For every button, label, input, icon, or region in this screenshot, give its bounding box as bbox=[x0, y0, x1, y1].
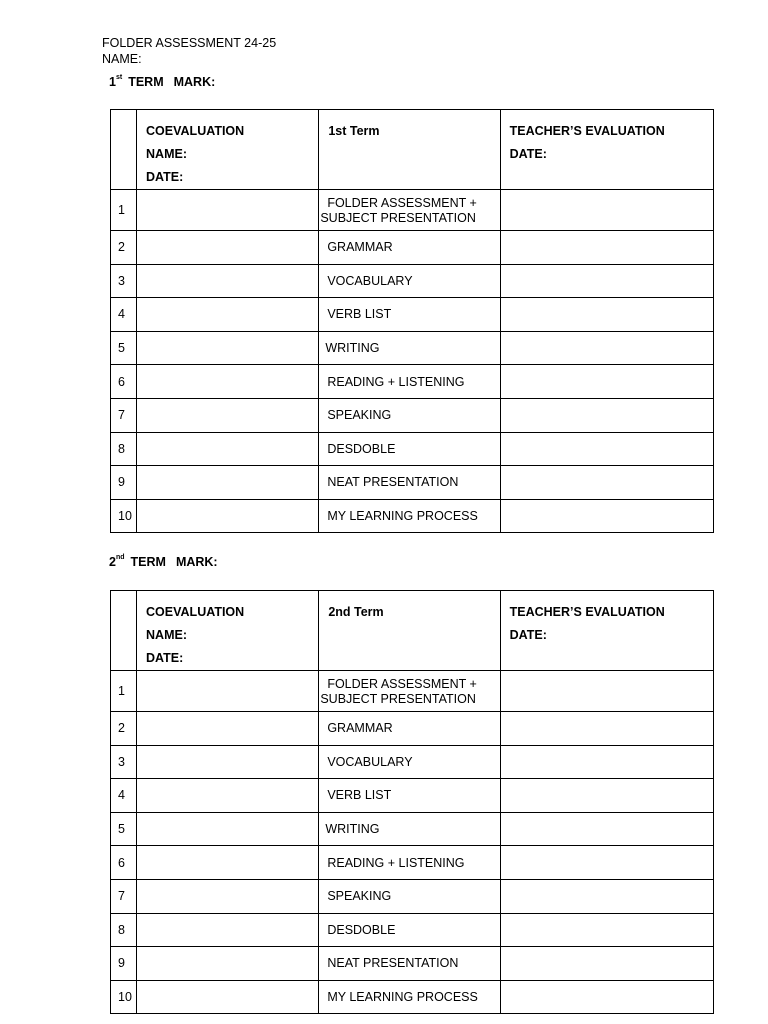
teacher-evaluation-cell[interactable] bbox=[500, 298, 713, 332]
table-row bbox=[111, 331, 714, 365]
row-number: 4 bbox=[111, 779, 137, 813]
teacher-evaluation-cell[interactable] bbox=[500, 231, 713, 265]
term-1-evaluation-table bbox=[110, 109, 714, 533]
row-number: 10 bbox=[111, 499, 137, 533]
row-number: 8 bbox=[111, 913, 137, 947]
assessment-item: DESDOBLE bbox=[319, 913, 500, 947]
term-1-mark-line bbox=[109, 74, 215, 90]
header-number-cell bbox=[111, 110, 137, 190]
assessment-item: WRITING bbox=[319, 331, 500, 365]
document-title: FOLDER ASSESSMENT 24-25 bbox=[102, 36, 277, 50]
table-header-row bbox=[111, 591, 714, 671]
assessment-item: NEAT PRESENTATION bbox=[319, 947, 500, 981]
table-row bbox=[111, 365, 714, 399]
row-number: 5 bbox=[111, 812, 137, 846]
row-number: 7 bbox=[111, 879, 137, 913]
term-word: TERM bbox=[128, 75, 164, 89]
assessment-item: SPEAKING bbox=[319, 879, 500, 913]
row-number: 6 bbox=[111, 846, 137, 880]
assessment-item: READING + LISTENING bbox=[319, 365, 500, 399]
assessment-item: VERB LIST bbox=[319, 298, 500, 332]
table-header-row bbox=[111, 110, 714, 190]
teacher-evaluation-cell[interactable] bbox=[500, 432, 713, 466]
table-row bbox=[111, 947, 714, 981]
term-2-evaluation-table bbox=[110, 590, 714, 1014]
table-row bbox=[111, 745, 714, 779]
table-row bbox=[111, 264, 714, 298]
coevaluation-cell[interactable] bbox=[137, 466, 319, 500]
assessment-item bbox=[319, 190, 500, 231]
table-row bbox=[111, 846, 714, 880]
row-number: 6 bbox=[111, 365, 137, 399]
table-row bbox=[111, 812, 714, 846]
coevaluation-cell[interactable] bbox=[137, 190, 319, 231]
table-row bbox=[111, 712, 714, 746]
coevaluation-cell[interactable] bbox=[137, 745, 319, 779]
coevaluation-cell[interactable] bbox=[137, 913, 319, 947]
row-number: 3 bbox=[111, 745, 137, 779]
coevaluation-cell[interactable] bbox=[137, 812, 319, 846]
coevaluation-cell[interactable] bbox=[137, 499, 319, 533]
assessment-item: DESDOBLE bbox=[319, 432, 500, 466]
row-number: 5 bbox=[111, 331, 137, 365]
assessment-item: SPEAKING bbox=[319, 398, 500, 432]
coevaluation-cell[interactable] bbox=[137, 879, 319, 913]
teacher-evaluation-cell[interactable] bbox=[500, 913, 713, 947]
term-heading: 2nd Term bbox=[328, 605, 384, 619]
teacher-evaluation-cell[interactable] bbox=[500, 466, 713, 500]
row-number: 2 bbox=[111, 712, 137, 746]
row-number: 3 bbox=[111, 264, 137, 298]
coevaluation-header-cell bbox=[137, 591, 319, 671]
assessment-item: WRITING bbox=[319, 812, 500, 846]
teacher-evaluation-cell[interactable] bbox=[500, 879, 713, 913]
coevaluation-cell[interactable] bbox=[137, 298, 319, 332]
assessment-item-line-1: FOLDER ASSESSMENT + bbox=[327, 677, 477, 691]
teacher-evaluation-cell[interactable] bbox=[500, 980, 713, 1014]
row-number: 4 bbox=[111, 298, 137, 332]
assessment-item: MY LEARNING PROCESS bbox=[319, 499, 500, 533]
assessment-item-line-2: SUBJECT PRESENTATION bbox=[320, 211, 476, 225]
table-row bbox=[111, 190, 714, 231]
teacher-evaluation-header-cell bbox=[500, 591, 713, 671]
coevaluation-cell[interactable] bbox=[137, 712, 319, 746]
teacher-evaluation-cell[interactable] bbox=[500, 812, 713, 846]
table-row bbox=[111, 671, 714, 712]
table-row bbox=[111, 779, 714, 813]
term-header-cell bbox=[319, 110, 500, 190]
assessment-item bbox=[319, 671, 500, 712]
table-row bbox=[111, 913, 714, 947]
teacher-evaluation-heading: TEACHER’S EVALUATION bbox=[509, 124, 665, 138]
teacher-evaluation-cell[interactable] bbox=[500, 365, 713, 399]
header-number-cell bbox=[111, 591, 137, 671]
assessment-item: VERB LIST bbox=[319, 779, 500, 813]
teacher-date-label: DATE: bbox=[509, 147, 547, 161]
coevaluation-cell[interactable] bbox=[137, 980, 319, 1014]
term-ordinal: 2 bbox=[109, 555, 116, 569]
teacher-date-label: DATE: bbox=[509, 628, 547, 642]
table-row bbox=[111, 879, 714, 913]
teacher-evaluation-cell[interactable] bbox=[500, 947, 713, 981]
coevaluation-cell[interactable] bbox=[137, 331, 319, 365]
term-2-mark-line bbox=[109, 554, 218, 570]
assessment-item: MY LEARNING PROCESS bbox=[319, 980, 500, 1014]
table-row bbox=[111, 231, 714, 265]
table-row bbox=[111, 499, 714, 533]
assessment-item: READING + LISTENING bbox=[319, 846, 500, 880]
coevaluation-cell[interactable] bbox=[137, 231, 319, 265]
row-number: 9 bbox=[111, 466, 137, 500]
coevaluation-cell[interactable] bbox=[137, 264, 319, 298]
table-row bbox=[111, 398, 714, 432]
table-row bbox=[111, 298, 714, 332]
term-heading: 1st Term bbox=[328, 124, 380, 138]
coevaluation-cell[interactable] bbox=[137, 432, 319, 466]
coevaluation-heading: COEVALUATION bbox=[146, 124, 245, 138]
teacher-evaluation-cell[interactable] bbox=[500, 846, 713, 880]
assessment-item: VOCABULARY bbox=[319, 264, 500, 298]
teacher-evaluation-cell[interactable] bbox=[500, 499, 713, 533]
coevaluation-cell[interactable] bbox=[137, 846, 319, 880]
coevaluation-name-label: NAME: bbox=[146, 147, 187, 161]
name-label: NAME: bbox=[102, 52, 142, 66]
table-row bbox=[111, 466, 714, 500]
teacher-evaluation-cell[interactable] bbox=[500, 264, 713, 298]
coevaluation-date-label: DATE: bbox=[146, 651, 184, 665]
coevaluation-cell[interactable] bbox=[137, 671, 319, 712]
teacher-evaluation-cell[interactable] bbox=[500, 779, 713, 813]
teacher-evaluation-cell[interactable] bbox=[500, 398, 713, 432]
row-number: 2 bbox=[111, 231, 137, 265]
teacher-evaluation-heading: TEACHER’S EVALUATION bbox=[509, 605, 665, 619]
teacher-evaluation-header-cell bbox=[500, 110, 713, 190]
row-number: 8 bbox=[111, 432, 137, 466]
coevaluation-name-label: NAME: bbox=[146, 628, 187, 642]
row-number: 7 bbox=[111, 398, 137, 432]
assessment-item: GRAMMAR bbox=[319, 231, 500, 265]
coevaluation-cell[interactable] bbox=[137, 947, 319, 981]
coevaluation-heading: COEVALUATION bbox=[146, 605, 245, 619]
assessment-item: NEAT PRESENTATION bbox=[319, 466, 500, 500]
teacher-evaluation-cell[interactable] bbox=[500, 745, 713, 779]
mark-label: MARK: bbox=[175, 555, 218, 569]
row-number: 1 bbox=[111, 671, 137, 712]
assessment-item-line-2: SUBJECT PRESENTATION bbox=[320, 692, 476, 706]
term-ordinal-suffix: nd bbox=[115, 554, 125, 561]
teacher-evaluation-cell[interactable] bbox=[500, 331, 713, 365]
term-word: TERM bbox=[130, 555, 166, 569]
mark-label: MARK: bbox=[173, 75, 216, 89]
coevaluation-header-cell bbox=[137, 110, 319, 190]
teacher-evaluation-cell[interactable] bbox=[500, 190, 713, 231]
coevaluation-cell[interactable] bbox=[137, 398, 319, 432]
assessment-item-line-1: FOLDER ASSESSMENT + bbox=[327, 196, 477, 210]
term-ordinal-suffix: st bbox=[115, 74, 123, 81]
table-row bbox=[111, 432, 714, 466]
teacher-evaluation-cell[interactable] bbox=[500, 712, 713, 746]
row-number: 10 bbox=[111, 980, 137, 1014]
assessment-item: VOCABULARY bbox=[319, 745, 500, 779]
term-header-cell bbox=[319, 591, 500, 671]
table-row bbox=[111, 980, 714, 1014]
term-ordinal: 1 bbox=[109, 75, 116, 89]
coevaluation-cell[interactable] bbox=[137, 365, 319, 399]
teacher-evaluation-cell[interactable] bbox=[500, 671, 713, 712]
row-number: 9 bbox=[111, 947, 137, 981]
coevaluation-date-label: DATE: bbox=[146, 170, 184, 184]
assessment-item: GRAMMAR bbox=[319, 712, 500, 746]
row-number: 1 bbox=[111, 190, 137, 231]
coevaluation-cell[interactable] bbox=[137, 779, 319, 813]
